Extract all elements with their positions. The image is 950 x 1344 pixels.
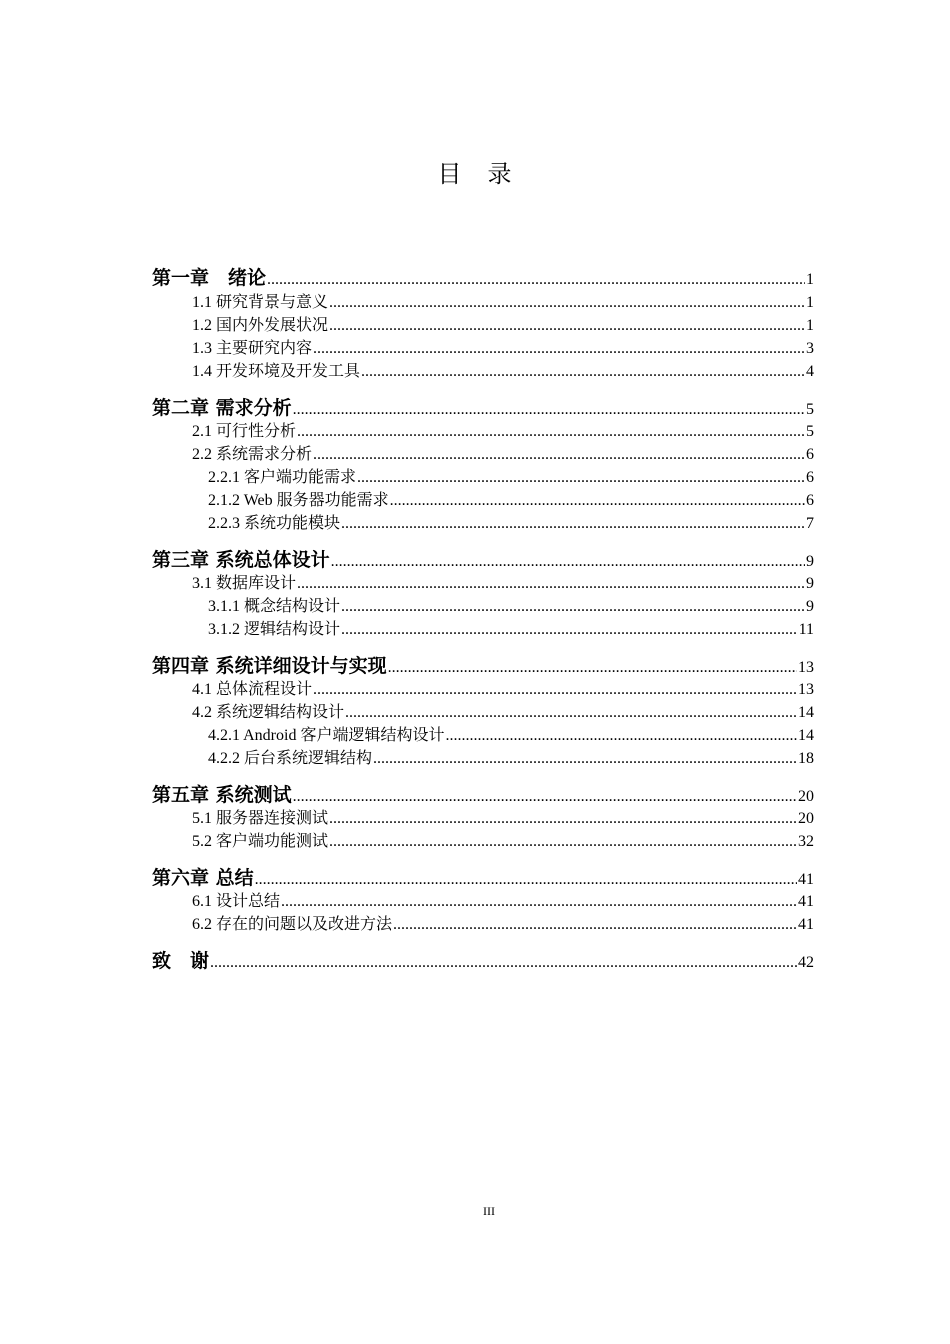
toc-entry-label: 6.1 设计总结 bbox=[192, 893, 281, 910]
toc-entry-label: 1.4 开发环境及开发工具 bbox=[192, 363, 361, 380]
toc-entry-page: 20 bbox=[798, 788, 814, 805]
toc-entry-page: 6 bbox=[806, 469, 814, 486]
toc-entry-label: 2.1.2 Web 服务器功能需求 bbox=[208, 492, 389, 509]
toc-section-3-1[interactable] bbox=[192, 573, 814, 595]
page-title: 目 录 bbox=[437, 160, 513, 188]
toc-section-6-2[interactable] bbox=[192, 914, 814, 936]
toc-section-1-4[interactable] bbox=[192, 361, 814, 383]
toc-leader-dots bbox=[341, 596, 805, 618]
toc-leader-dots bbox=[313, 338, 805, 360]
toc-section-1-1[interactable] bbox=[192, 292, 814, 314]
toc-entry-page: 11 bbox=[798, 621, 814, 638]
toc-leader-dots bbox=[341, 513, 805, 535]
toc-entry-label: 4.1 总体流程设计 bbox=[192, 681, 313, 698]
toc-entry-label: 3.1.2 逻辑结构设计 bbox=[208, 621, 341, 638]
toc-entry-label: 第三章 系统总体设计 bbox=[152, 549, 330, 571]
toc-entry-page: 9 bbox=[806, 598, 814, 615]
toc-leader-dots bbox=[210, 950, 797, 976]
toc-entry-label: 4.2.2 后台系统逻辑结构 bbox=[208, 750, 373, 767]
toc-entry-label: 3.1.1 概念结构设计 bbox=[208, 598, 341, 615]
toc-section-4-2[interactable] bbox=[192, 702, 814, 724]
toc-chapter-1[interactable] bbox=[152, 265, 814, 291]
toc-leader-dots bbox=[331, 549, 805, 575]
toc-entry-page: 13 bbox=[798, 659, 814, 676]
toc-entry-page: 1 bbox=[806, 294, 814, 311]
toc-subsection-2-2-1[interactable] bbox=[208, 467, 814, 489]
toc-leader-dots bbox=[297, 421, 805, 443]
toc-entry-page: 18 bbox=[798, 750, 814, 767]
toc-chapter-2[interactable] bbox=[152, 395, 814, 421]
toc-entry-page: 1 bbox=[806, 317, 814, 334]
toc-leader-dots bbox=[329, 831, 797, 853]
toc-entry-label: 第五章 系统测试 bbox=[152, 784, 292, 806]
toc-chapter-6[interactable] bbox=[152, 865, 814, 891]
toc-entry-page: 9 bbox=[806, 575, 814, 592]
toc-leader-dots bbox=[293, 397, 805, 423]
toc-entry-page: 41 bbox=[798, 893, 814, 910]
page-number: III bbox=[483, 1204, 495, 1218]
toc-entry-label: 第四章 系统详细设计与实现 bbox=[152, 655, 387, 677]
toc-leader-dots bbox=[313, 444, 805, 466]
toc-entry-page: 41 bbox=[798, 871, 814, 888]
toc-entry-label: 致 谢 bbox=[152, 950, 210, 972]
toc-section-1-3[interactable] bbox=[192, 338, 814, 360]
toc-entry-page: 4 bbox=[806, 363, 814, 380]
toc-entry-label: 2.2.3 系统功能模块 bbox=[208, 515, 341, 532]
toc-entry-page: 5 bbox=[806, 423, 814, 440]
toc-subsection-4-2-2[interactable] bbox=[208, 748, 814, 770]
toc-entry-page: 9 bbox=[806, 553, 814, 570]
toc-entry-page: 14 bbox=[798, 704, 814, 721]
toc-entry-label: 4.2.1 Android 客户端逻辑结构设计 bbox=[208, 727, 445, 744]
toc-section-2-2[interactable] bbox=[192, 444, 814, 466]
toc-entry-page: 6 bbox=[806, 492, 814, 509]
toc-entry-label: 3.1 数据库设计 bbox=[192, 575, 297, 592]
toc-leader-dots bbox=[255, 867, 797, 893]
toc-subsection-2-1-2[interactable] bbox=[208, 490, 814, 512]
toc-entry-label: 5.1 服务器连接测试 bbox=[192, 810, 329, 827]
toc-leader-dots bbox=[329, 315, 805, 337]
toc-leader-dots bbox=[313, 679, 797, 701]
toc-section-5-1[interactable] bbox=[192, 808, 814, 830]
toc-subsection-2-2-3[interactable] bbox=[208, 513, 814, 535]
toc-entry-label: 2.2 系统需求分析 bbox=[192, 446, 313, 463]
toc-entry-page: 13 bbox=[798, 681, 814, 698]
toc-leader-dots bbox=[267, 267, 805, 293]
toc-leader-dots bbox=[297, 573, 805, 595]
toc-entry-page: 3 bbox=[806, 340, 814, 357]
toc-chapter-5[interactable] bbox=[152, 782, 814, 808]
toc-entry-label: 4.2 系统逻辑结构设计 bbox=[192, 704, 345, 721]
toc-entry-label: 2.1 可行性分析 bbox=[192, 423, 297, 440]
toc-chapter-4[interactable] bbox=[152, 653, 814, 679]
toc-leader-dots bbox=[373, 748, 797, 770]
toc-entry-label: 第一章 绪论 bbox=[152, 267, 267, 289]
toc-leader-dots bbox=[357, 467, 805, 489]
toc-acknowledgements[interactable] bbox=[152, 948, 814, 974]
toc-subsection-3-1-2[interactable] bbox=[208, 619, 814, 641]
toc-entry-label: 1.3 主要研究内容 bbox=[192, 340, 313, 357]
toc-leader-dots bbox=[390, 490, 805, 512]
toc-section-5-2[interactable] bbox=[192, 831, 814, 853]
toc-entry-page: 7 bbox=[806, 515, 814, 532]
toc-entry-label: 1.2 国内外发展状况 bbox=[192, 317, 329, 334]
toc-section-4-1[interactable] bbox=[192, 679, 814, 701]
toc-section-6-1[interactable] bbox=[192, 891, 814, 913]
toc-subsection-4-2-1[interactable] bbox=[208, 725, 814, 747]
toc-chapter-3[interactable] bbox=[152, 547, 814, 573]
toc-entry-page: 41 bbox=[798, 916, 814, 933]
toc-leader-dots bbox=[361, 361, 805, 383]
toc-leader-dots bbox=[445, 725, 797, 747]
toc-leader-dots bbox=[345, 702, 797, 724]
toc-entry-label: 第二章 需求分析 bbox=[152, 397, 292, 419]
toc-leader-dots bbox=[393, 914, 797, 936]
toc-entry-page: 32 bbox=[798, 833, 814, 850]
toc-leader-dots bbox=[281, 891, 797, 913]
toc-entry-page: 14 bbox=[798, 727, 814, 744]
toc-entry-label: 5.2 客户端功能测试 bbox=[192, 833, 329, 850]
toc-entry-page: 6 bbox=[806, 446, 814, 463]
toc-entry-page: 1 bbox=[806, 271, 814, 288]
toc-subsection-3-1-1[interactable] bbox=[208, 596, 814, 618]
toc-entry-page: 20 bbox=[798, 810, 814, 827]
toc-leader-dots bbox=[329, 292, 805, 314]
toc-section-2-1[interactable] bbox=[192, 421, 814, 443]
toc-leader-dots bbox=[341, 619, 798, 641]
toc-leader-dots bbox=[388, 655, 797, 681]
toc-entry-label: 2.2.1 客户端功能需求 bbox=[208, 469, 357, 486]
toc-entry-page: 42 bbox=[798, 954, 814, 971]
toc-entry-label: 1.1 研究背景与意义 bbox=[192, 294, 329, 311]
toc-leader-dots bbox=[329, 808, 797, 830]
toc-leader-dots bbox=[293, 784, 797, 810]
toc-entry-label: 第六章 总结 bbox=[152, 867, 254, 889]
toc-entry-page: 5 bbox=[806, 401, 814, 418]
toc-entry-label: 6.2 存在的问题以及改进方法 bbox=[192, 916, 393, 933]
toc-section-1-2[interactable] bbox=[192, 315, 814, 337]
